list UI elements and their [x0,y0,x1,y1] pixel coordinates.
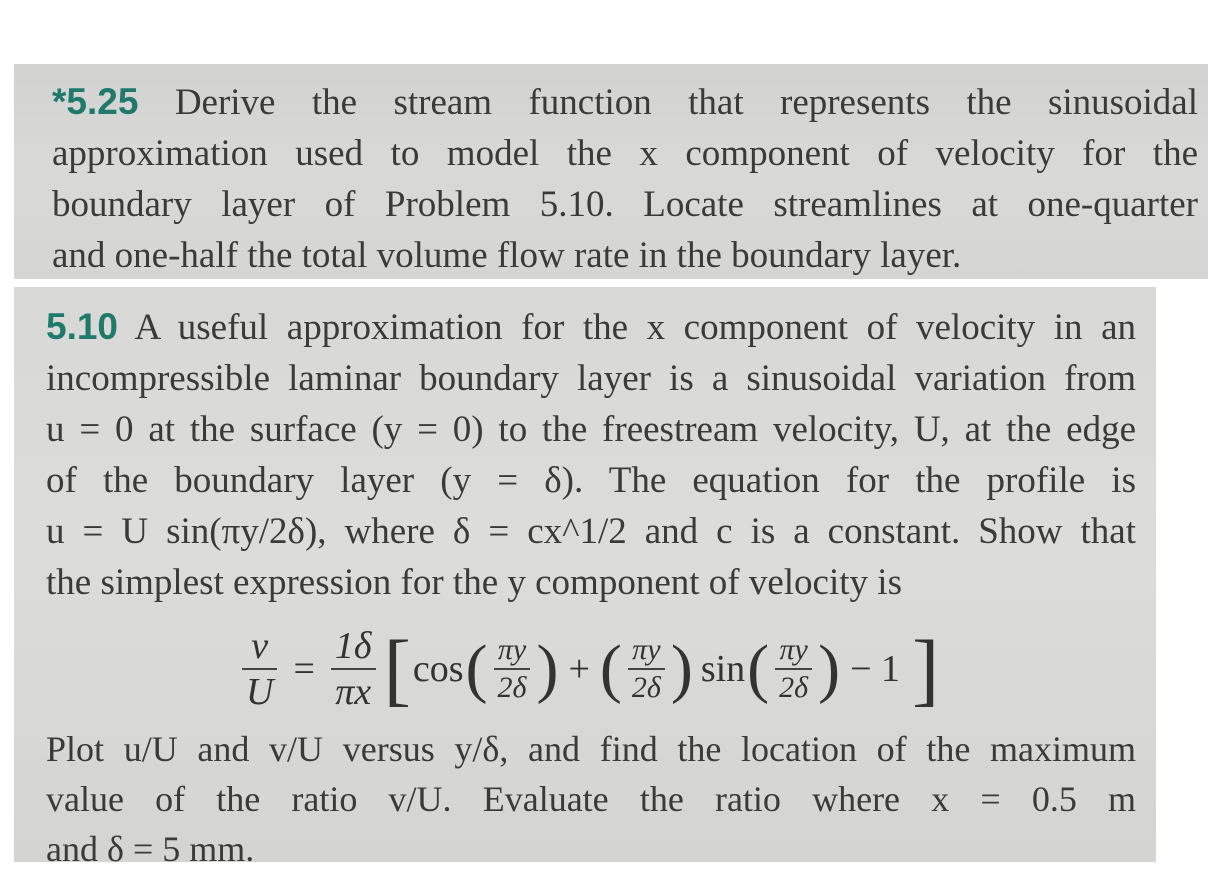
lhs-denominator: U [246,671,274,713]
problem-number: 5.10 [46,306,119,347]
coefficient-fraction [331,626,376,712]
factor-argument: $\frac{\pi y}{2\delta}$ [628,634,665,704]
equals-sign: = [293,648,315,690]
problem-text: Derive the stream function that represents the sinusoidal [174,82,1199,123]
cos-argument: $\frac{\pi y}{2\delta}$ [494,634,531,704]
coef-numerator: 1δ [334,625,372,667]
problem-5-10-line-7: Plot u/U and v/U versus y/δ, and find the location of the maximum [46,729,1136,769]
problem-5-10-line-5: u = U sin(πy/2δ), where δ = cx^1/2 and c is a constant. Show that [46,511,1136,552]
problem-5-25-line-3: boundary layer of Problem 5.10. Locate streamlines at one-quarter [52,184,1198,225]
left-bracket: [ [383,623,411,714]
problem-text: A useful approximation for the x component of velocity in an [134,307,1137,348]
problem-5-25-panel [14,64,1208,279]
lhs-fraction [242,626,277,712]
coef-denominator: πx [335,671,372,713]
plus-sign: + [568,648,590,690]
cos-function: cos [412,648,464,690]
problem-5-25-line-2: approximation used to model the x component of velocity for the [52,133,1198,174]
sin-function: sin [700,648,746,690]
right-bracket: ] [912,623,940,714]
problem-number: 5.25 [66,81,139,122]
velocity-equation: $\frac{v}{U}$ = $\frac{1\delta}{\pi x}$ [ cos ( $\frac{\pi y}{2\delta}$ ) + ( $\frac{\pi y}{2\delta}$ ) sin ( $\frac{\pi y}{2\delta}$ ) − 1 ] [46,614,1136,724]
problem-5-10-line-1 [46,301,1136,353]
minus-one: − 1 [850,648,901,690]
starred-marker: * [52,81,67,122]
plot-instructions [46,724,1136,874]
problem-5-25-line-1 [52,76,1198,128]
problem-5-10-panel [14,287,1156,869]
problem-5-10-line-3: u = 0 at the surface (y = 0) to the freestream velocity, U, at the edge [46,409,1136,450]
problem-5-10-line-4: of the boundary layer (y = δ). The equation for the profile is [46,460,1136,501]
problem-5-10-line-2: incompressible laminar boundary layer is a sinusoidal variation from [46,358,1136,399]
lhs-numerator: v [251,625,269,667]
problem-5-10-line-8: value of the ratio v/U. Evaluate the ratio where x = 0.5 m [46,779,1136,819]
problem-5-25-line-4: and one-half the total volume flow rate in the boundary layer. [52,235,962,276]
problem-5-10-line-6: the simplest expression for the y component of velocity is [46,562,902,603]
sin-argument: $\frac{\pi y}{2\delta}$ [775,634,812,704]
problem-5-10-line-9: and δ = 5 mm. [46,829,255,869]
